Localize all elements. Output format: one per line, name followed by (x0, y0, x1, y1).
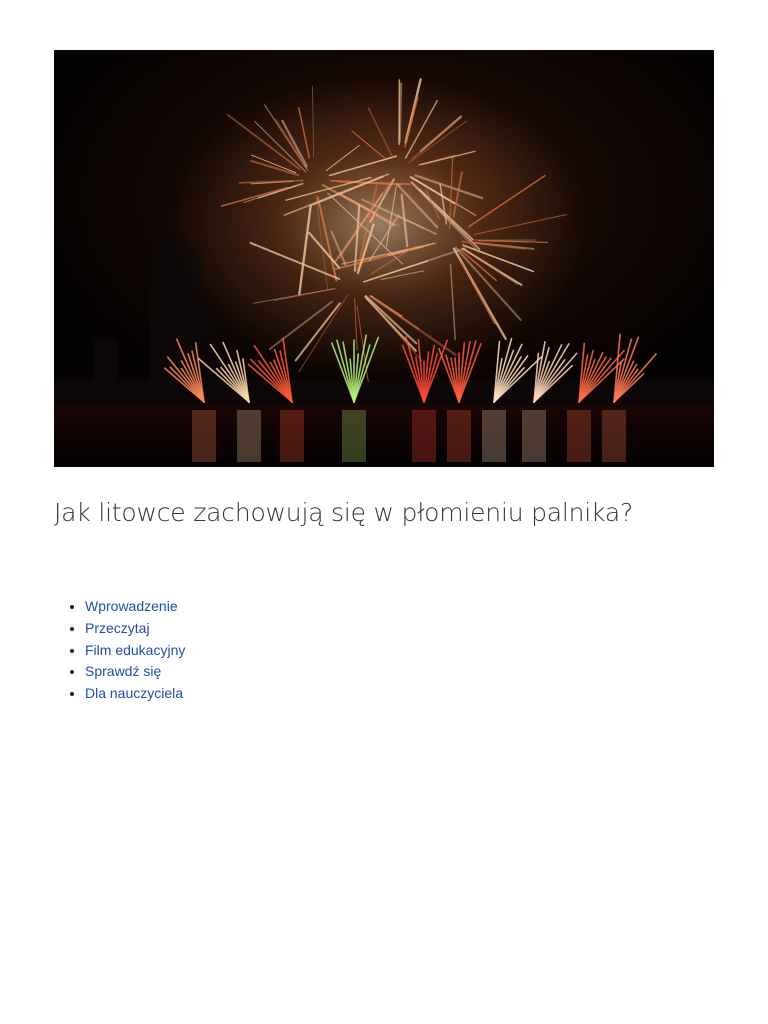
toc-item-read (85, 618, 185, 640)
toc-link-check-yourself[interactable]: Sprawdź się (85, 663, 162, 680)
table-of-contents (54, 596, 185, 705)
fireworks-photo (54, 50, 714, 467)
hero-image (54, 50, 714, 467)
toc-link-introduction[interactable]: Wprowadzenie (85, 598, 178, 614)
toc-link-educational-film[interactable]: Film edukacyjny (85, 641, 186, 658)
page-title: Jak litowce zachowują się w płomieniu palnika? (54, 498, 634, 527)
toc-link-read[interactable]: Przeczytaj (85, 619, 150, 636)
toc-item-educational-film (85, 640, 185, 662)
toc-link-for-teacher[interactable]: Dla nauczyciela (85, 685, 184, 702)
toc-item-check-yourself (85, 661, 185, 683)
toc-item-for-teacher (85, 683, 185, 705)
toc-item-introduction (85, 596, 185, 618)
